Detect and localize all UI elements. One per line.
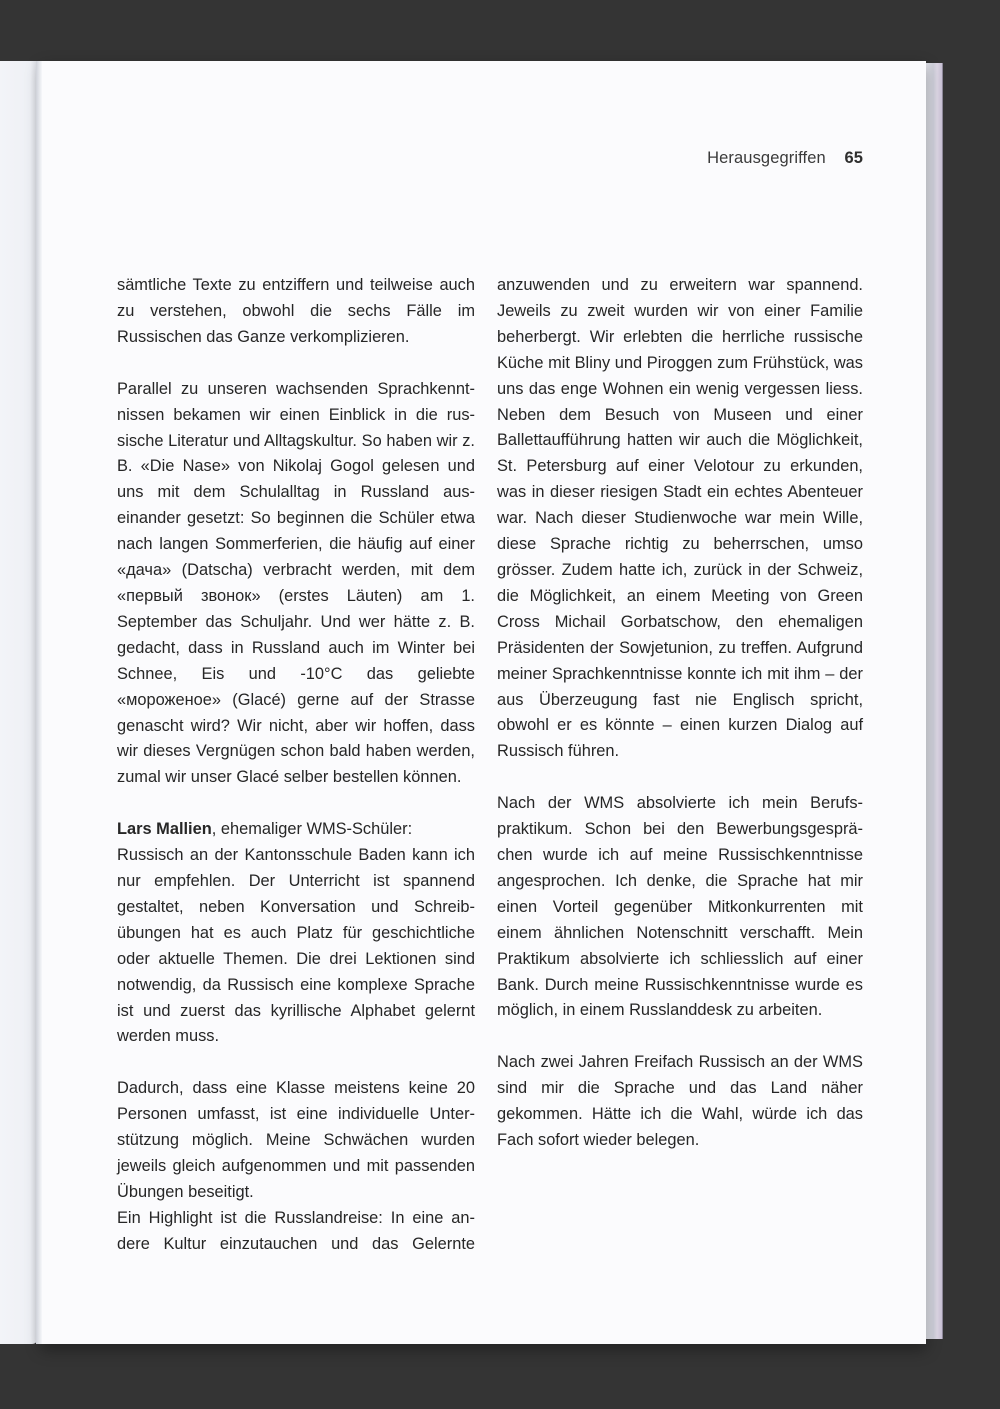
paragraph: Nach zwei Jahren Freifach Russisch an der WMS sind mir die Sprache und das Land näher gekommen. Hätte ich die Wahl, würde ich das Fach sofort wieder belegen. — [497, 1053, 863, 1150]
paragraph: Russisch an der Kantonsschule Baden kann ich nur empfehlen. Der Unterricht ist spannend gestaltet, neben Konversation und Schreibübungen hat es auch Platz für geschichtliche oder aktuelle Themen. Die drei Lektionen sind notwendig, da Russisch eine komplexe Sprache ist und zuerst das kyrillische Alphabet gelernt werden muss. — [117, 846, 475, 1046]
author-name: Lars Mallien — [117, 820, 212, 839]
author-role: , ehemaliger WMS-Schüler: — [211, 820, 413, 839]
paragraph: Ein Highlight ist die Russlandreise: In eine andere Kultur einzutauchen und das Gelernte — [117, 1208, 475, 1253]
page-number: 65 — [844, 149, 863, 167]
right-text-column — [497, 273, 863, 1180]
testimonial-heading — [117, 817, 475, 843]
gutter-shadow — [36, 61, 42, 1344]
running-header — [707, 149, 863, 168]
paragraph: Nach der WMS absolvierte ich mein Berufspraktikum. Schon bei den Bewerbungsgesprächen wurde ich auf meine Russischkenntnisse angesprochen. Ich denke, die Sprache hat mir einen Vorteil gegenüber Mitkonkurrenten mit einem ähnlichen Notenschnitt verschafft. Mein Praktikum absolvierte ich schliesslich auf einer Bank. Durch meine Russischkenntnisse wurde es möglich, in einem Russlanddesk zu arbeiten. — [497, 794, 863, 1020]
paragraph: sämtliche Texte zu entziffern und teilweise auch zu verstehen, obwohl die sechs Fälle im Russischen das Ganze verkomplizieren. — [117, 276, 475, 346]
page-stack-edge — [926, 63, 943, 1339]
paragraph: Parallel zu unseren wachsenden Sprachkenntnissen bekamen wir einen Einblick in die russische Literatur und Alltagskultur. So haben wir z. B. «Die Nase» von Nikolaj Gogol gelesen und uns mit dem Schulalltag in Russland auseinander gesetzt: So beginnen die Schüler etwa nach langen Sommerferien, die häufig auf einer «дача» (Datscha) verbracht werden, mit dem «первый звонок» (erstes Läuten) am 1. September das Schuljahr. Und wer hätte z. B. gedacht, dass in Russland auch im Winter bei Schnee, Eis und -10°C das geliebte «мороженое» (Glacé) gerne auf der Strasse genascht wird? Wir nicht, aber wir hoffen, dass wir dieses Vergnügen schon bald haben werden, zumal wir unser Glacé selber bestellen können. — [117, 379, 475, 787]
left-text-column — [117, 273, 475, 1284]
paragraph: anzuwenden und zu erweitern war spannend. Jeweils zu zweit wurden wir von einer Familie beherbergt. Wir erlebten die herrliche russische Küche mit Bliny und Piroggen zum Frühstück, was uns das enge Wohnen ein wenig vergessen liess. Neben dem Besuch von Museen und einer Ballettaufführung hatten wir auch die Möglichkeit, St. Petersburg auf einer Velotour zu erkunden, was in dieser riesigen Stadt ein echtes Abenteuer war. Nach dieser Studienwoche war mein Wille, diese Sprache richtig zu beherrschen, umso grösser. Zudem hatte ich, zurück in der Schweiz, die Möglichkeit, an einem Meeting von Green Cross Michail Gorbatschow, den ehemaligen Präsidenten der Sowjetunion, zu treffen. Aufgrund meiner Sprachkenntnisse konnte ich mit ihm – der aus Überzeugung fast nie Englisch spricht, obwohl er es könnte – einen kurzen Dialog auf Russisch führen. — [497, 276, 863, 761]
previous-page-edge — [0, 61, 38, 1344]
section-title: Herausgegriffen — [707, 149, 826, 167]
paragraph: Dadurch, dass eine Klasse meistens keine 20 Personen umfasst, ist eine individuelle Unterstützung möglich. Meine Schwächen wurden jeweils gleich aufgenommen und mit passenden Übungen beseitigt. — [117, 1079, 475, 1201]
